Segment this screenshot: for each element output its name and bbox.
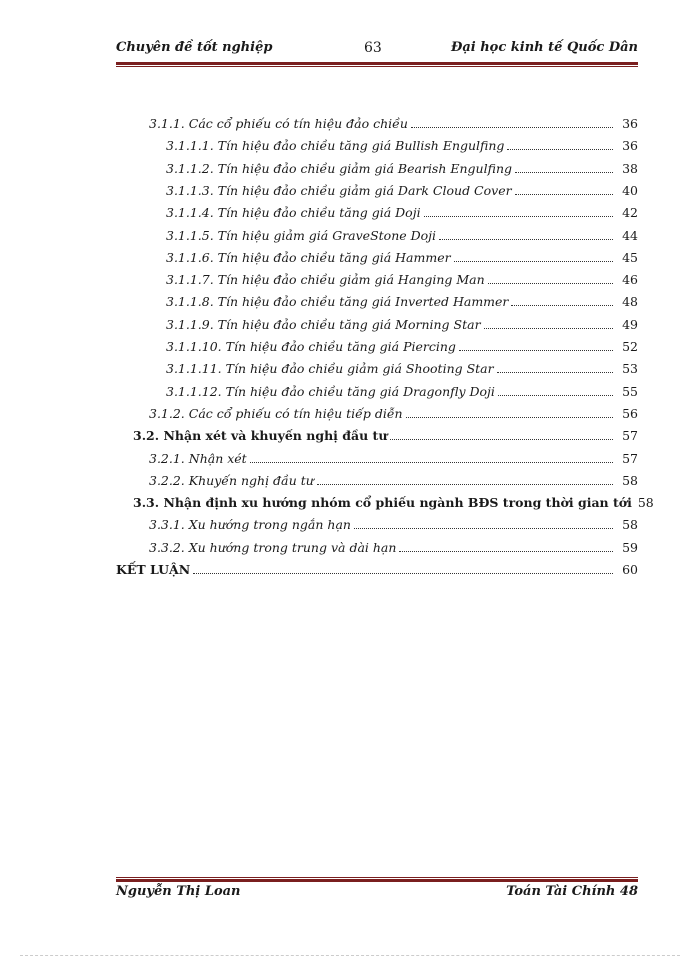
toc-entry[interactable] <box>166 290 638 310</box>
header-document-type: Chuyên đề tốt nghiệp <box>116 40 273 55</box>
toc-dot-leader <box>515 172 613 173</box>
toc-entry-title: 3.1.1.5. Tín hiệu giảm giá GraveStone Doji <box>166 227 437 243</box>
toc-dot-leader <box>399 551 613 552</box>
toc-entry-page: 58 <box>637 495 654 511</box>
toc-dot-leader <box>488 283 613 284</box>
toc-entry[interactable] <box>166 157 638 177</box>
toc-entry-title: 3.2.1. Nhận xét <box>149 450 247 466</box>
toc-entry[interactable] <box>149 469 638 489</box>
toc-entry-page: 60 <box>622 562 638 577</box>
toc-entry-title: 3.1.1.1. Tín hiệu đảo chiều tăng giá Bullish Engulfing <box>166 138 505 154</box>
toc-entry-title: 3.2. Nhận xét và khuyến nghị đầu tư <box>133 428 388 444</box>
toc-entry-title: 3.1.1.3. Tín hiệu đảo chiều giảm giá Dark Cloud Cover <box>166 182 512 198</box>
header-university: Đại học kinh tế Quốc Dân <box>450 40 638 55</box>
toc-entry-page: 59 <box>622 539 638 555</box>
toc-entry-title: 3.1.1.7. Tín hiệu đảo chiều giảm giá Hanging Man <box>166 272 485 288</box>
toc-entry-title: 3.1.1.12. Tín hiệu đảo chiều tăng giá Dragonfly Doji <box>166 383 495 399</box>
page-header <box>116 40 638 60</box>
toc-entry-page: 55 <box>622 383 638 399</box>
toc-entry-title: 3.1.1.2. Tín hiệu đảo chiều giảm giá Bearish Engulfing <box>166 160 512 176</box>
toc-entry-page: 48 <box>622 294 638 310</box>
toc-entry-title: KẾT LUẬN <box>116 562 191 577</box>
toc-entry-title: 3.1.1.10. Tín hiệu đảo chiều tăng giá Piercing <box>166 339 456 354</box>
toc-entry[interactable] <box>133 424 638 444</box>
toc-entry-title: 3.2.2. Khuyến nghị đầu tư <box>149 472 314 488</box>
toc-entry-title: 3.3. Nhận định xu hướng nhóm cổ phiếu ngành BĐS trong thời gian tới <box>133 495 632 511</box>
toc-entry-page: 40 <box>622 182 638 198</box>
toc-dot-leader <box>250 462 613 463</box>
header-rule-thick <box>116 62 638 65</box>
toc-entry[interactable] <box>166 335 638 355</box>
toc-entry-title: 3.1.1.8. Tín hiệu đảo chiều tăng giá Inverted Hammer <box>166 294 509 310</box>
toc-entry-page: 58 <box>622 517 638 533</box>
toc-entry-page: 58 <box>622 472 638 488</box>
toc-entry-page: 36 <box>622 116 638 131</box>
toc-entry-page: 52 <box>622 339 638 354</box>
toc-dot-leader <box>439 239 613 240</box>
toc-entry-page: 38 <box>622 160 638 176</box>
toc-entry[interactable] <box>149 536 638 556</box>
toc-dot-leader <box>484 328 613 329</box>
toc-entry-title: 3.1.1.11. Tín hiệu đảo chiều giảm giá Shooting Star <box>166 361 494 377</box>
toc-dot-leader <box>497 372 613 373</box>
toc-entry-page: 53 <box>622 361 638 377</box>
toc-entry[interactable] <box>166 224 638 244</box>
toc-dot-leader <box>411 127 613 128</box>
toc-dot-leader <box>515 194 613 195</box>
toc-entry[interactable] <box>116 558 638 578</box>
header-rule-thin <box>116 66 638 67</box>
toc-dot-leader <box>354 528 613 529</box>
toc-entry[interactable] <box>166 380 638 400</box>
toc-entry-title: 3.3.1. Xu hướng trong ngắn hạn <box>149 517 351 533</box>
toc-dot-leader <box>424 216 613 217</box>
footer-rule-thin <box>116 877 638 878</box>
toc-dot-leader <box>390 439 613 440</box>
footer-class: Toán Tài Chính 48 <box>506 884 638 899</box>
toc-entry-title: 3.1.2. Các cổ phiếu có tín hiệu tiếp diễn <box>149 405 403 421</box>
toc-entry[interactable] <box>166 268 638 288</box>
toc-entry-page: 57 <box>622 428 638 444</box>
toc-entry[interactable] <box>166 313 638 333</box>
toc-dot-leader <box>454 261 613 262</box>
toc-entry[interactable] <box>149 402 638 422</box>
toc-entry-page: 36 <box>622 138 638 154</box>
toc-entry-page: 42 <box>622 205 638 221</box>
toc-entry[interactable] <box>166 246 638 266</box>
toc-dot-leader <box>498 395 613 396</box>
toc-entry-page: 56 <box>622 405 638 421</box>
toc-dot-leader <box>193 573 613 574</box>
toc-entry-page: 44 <box>622 227 638 243</box>
toc-entry-title: 3.1.1.4. Tín hiệu đảo chiều tăng giá Doji <box>166 205 421 221</box>
footer-author: Nguyễn Thị Loan <box>116 884 241 899</box>
toc-entry-title: 3.1.1. Các cổ phiếu có tín hiệu đảo chiều <box>149 116 408 131</box>
toc-entry[interactable] <box>149 447 638 467</box>
toc-dot-leader <box>507 149 613 150</box>
toc-entry-page: 57 <box>622 450 638 466</box>
toc-dot-leader <box>459 350 613 351</box>
toc-dot-leader <box>317 484 613 485</box>
toc-entry[interactable] <box>166 357 638 377</box>
toc-entry-page: 49 <box>622 316 638 332</box>
toc-entry[interactable] <box>166 179 638 199</box>
toc-entry[interactable] <box>133 491 654 511</box>
page-bottom-divider <box>20 955 680 956</box>
toc-entry[interactable] <box>166 201 638 221</box>
footer-rule-thick <box>116 879 638 882</box>
toc-entry[interactable] <box>149 112 638 132</box>
toc-entry-page: 46 <box>622 272 638 288</box>
toc-entry-title: 3.1.1.6. Tín hiệu đảo chiều tăng giá Hammer <box>166 249 451 265</box>
toc-dot-leader <box>406 417 613 418</box>
toc-entry[interactable] <box>149 513 638 533</box>
toc-entry-title: 3.3.2. Xu hướng trong trung và dài hạn <box>149 539 397 555</box>
page-footer <box>116 884 638 904</box>
toc-entry-title: 3.1.1.9. Tín hiệu đảo chiều tăng giá Morning Star <box>166 316 481 332</box>
toc-entry[interactable] <box>166 134 638 154</box>
toc-dot-leader <box>511 305 613 306</box>
header-page-number: 63 <box>364 40 382 56</box>
toc-entry-page: 45 <box>622 249 638 265</box>
